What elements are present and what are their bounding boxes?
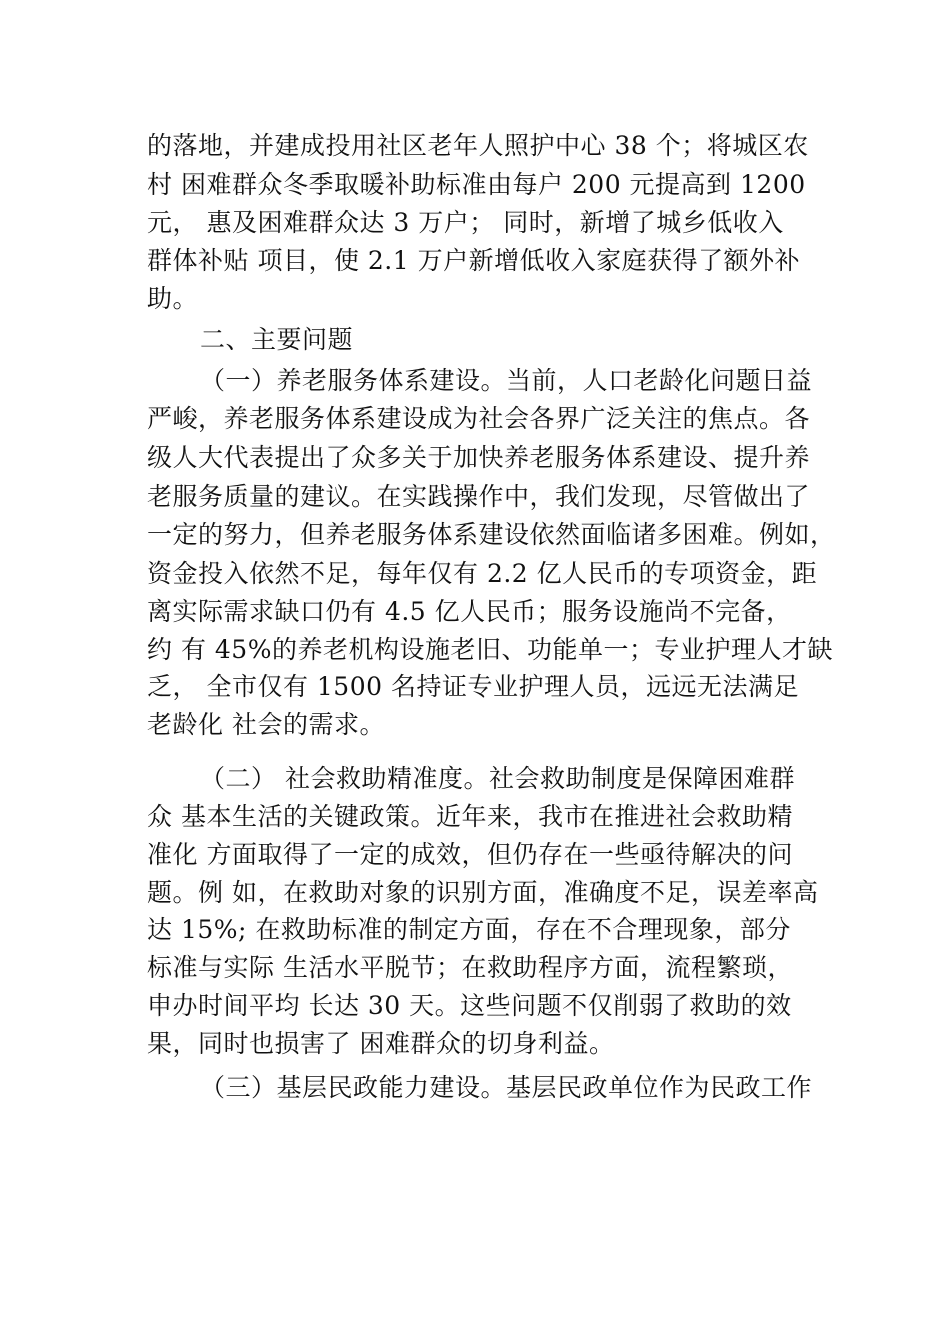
section-heading: 二、主要问题 bbox=[200, 325, 354, 354]
text-line: 离实际需求缺口仍有 4.5 亿人民币；服务设施尚不完备， bbox=[147, 597, 792, 626]
text-line: 群体补贴 项目，使 2.1 万户新增低收入家庭获得了额外补 bbox=[147, 246, 801, 275]
text-line: 果，同时也损害了 困难群众的切身利益。 bbox=[147, 1029, 615, 1058]
text-line: 的落地，并建成投用社区老年人照护中心 38 个；将城区农 bbox=[147, 131, 809, 160]
text-line: 乏， 全市仅有 1500 名持证专业护理人员，远远无法满足 bbox=[147, 672, 799, 701]
text-line: （一）养老服务体系建设。当前，人口老龄化问题日益 bbox=[200, 366, 813, 395]
text-line: 约 有 45%的养老机构设施老旧、功能单一；专业护理人才缺 bbox=[147, 635, 833, 664]
text-line: 严峻，养老服务体系建设成为社会各界广泛关注的焦点。各 bbox=[147, 404, 811, 433]
text-line: 申办时间平均 长达 30 天。这些问题不仅削弱了救助的效 bbox=[147, 991, 792, 1020]
text-line: 级人大代表提出了众多关于加快养老服务体系建设、提升养 bbox=[147, 443, 811, 472]
text-line: 标准与实际 生活水平脱节；在救助程序方面，流程繁琐， bbox=[147, 953, 793, 982]
text-line: 准化 方面取得了一定的成效，但仍存在一些亟待解决的问 bbox=[147, 840, 793, 869]
text-line: 助。 bbox=[147, 284, 199, 313]
text-line: 众 基本生活的关键政策。近年来，我市在推进社会救助精 bbox=[147, 802, 793, 831]
text-line: 村 困难群众冬季取暖补助标准由每户 200 元提高到 1200 bbox=[147, 170, 806, 199]
text-line: 题。例 如，在救助对象的识别方面，准确度不足，误差率高 bbox=[147, 878, 819, 907]
text-line: 元， 惠及困难群众达 3 万户； 同时，新增了城乡低收入 bbox=[147, 208, 784, 237]
text-line: 资金投入依然不足，每年仅有 2.2 亿人民币的专项资金，距 bbox=[147, 559, 818, 588]
text-line: （二） 社会救助精准度。社会救助制度是保障困难群 bbox=[200, 764, 795, 793]
text-line: 老服务质量的建议。在实践操作中，我们发现，尽管做出了 bbox=[147, 482, 811, 511]
text-line: 达 15%; 在救助标准的制定方面，存在不合理现象，部分 bbox=[147, 915, 791, 944]
text-line: 一定的努力，但养老服务体系建设依然面临诸多困难。例如， bbox=[147, 520, 836, 549]
text-line: （三）基层民政能力建设。基层民政单位作为民政工作 bbox=[200, 1073, 813, 1102]
text-line: 老龄化 社会的需求。 bbox=[147, 710, 385, 739]
